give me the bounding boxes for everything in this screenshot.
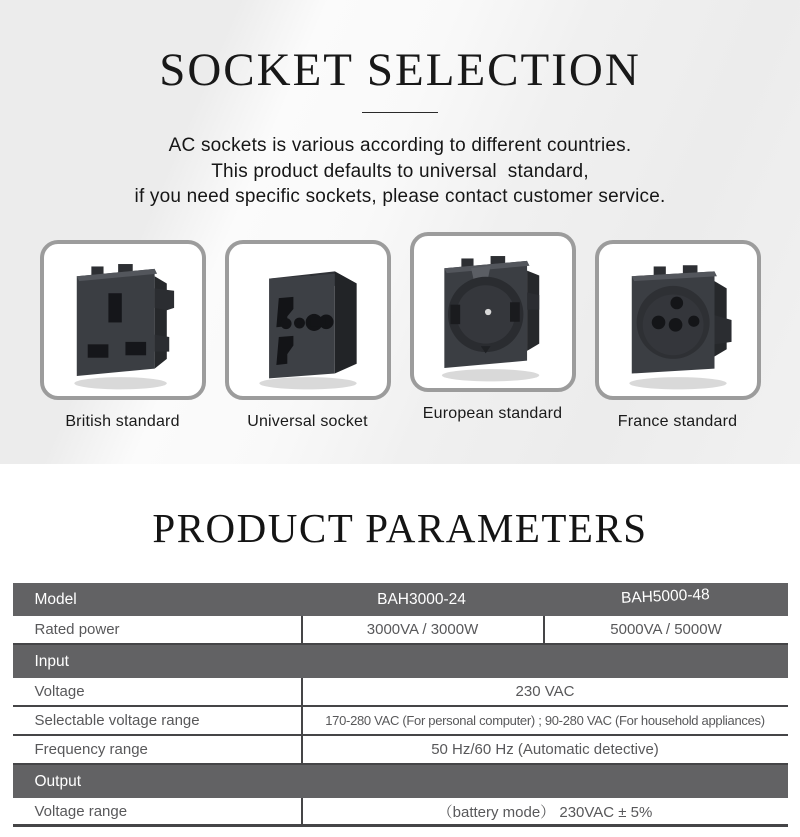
- header-model: Model: [34, 590, 77, 608]
- socket-label-france: France standard: [617, 412, 738, 430]
- spec-table: [13, 583, 788, 827]
- row-value: 170-280 VAC (For personal computer) ; 90-280 VAC (For household appliances): [301, 707, 788, 734]
- socket-card-universal: [225, 240, 391, 431]
- socket-label-british: British standard: [65, 412, 180, 430]
- socket-label-european: European standard: [422, 404, 563, 422]
- socket-label-universal: Universal socket: [247, 412, 368, 430]
- row-value: （battery mode） 230VAC ± 5%: [301, 798, 788, 824]
- description-line: if you need specific sockets, please contact customer service.: [134, 186, 666, 208]
- table-section-input: [13, 645, 788, 678]
- european-socket-image-frame: [410, 232, 576, 392]
- parameters-title: PRODUCT PARAMETERS: [152, 505, 648, 551]
- socket-card-france: [595, 240, 761, 431]
- row-value-1: 3000VA / 3000W: [301, 616, 543, 643]
- header-model-bah5000: BAH5000-48: [620, 585, 710, 607]
- section-title: SOCKET SELECTION: [159, 44, 641, 96]
- socket-cards-row: [0, 240, 800, 431]
- row-label: Selectable voltage range: [34, 712, 200, 729]
- france-socket-image-frame: [595, 240, 761, 400]
- row-value: 50 Hz/60 Hz (Automatic detective): [301, 736, 788, 763]
- table-row-selectable-voltage-range: [13, 707, 788, 736]
- title-underline: [362, 112, 438, 113]
- header-model-bah3000: BAH3000-24: [377, 590, 466, 608]
- row-value: 230 VAC: [301, 678, 788, 705]
- table-row-frequency-range: [13, 736, 788, 765]
- british-socket-image-frame: [40, 240, 206, 400]
- socket-card-european: [410, 232, 576, 423]
- european-socket-image: [418, 239, 568, 385]
- british-socket-image: [48, 247, 198, 393]
- row-label: Rated power: [34, 621, 120, 638]
- table-row-voltage: [13, 678, 788, 707]
- description-line: AC sockets is various according to different countries.: [168, 135, 632, 157]
- product-parameters-section: [0, 464, 800, 827]
- table-row-rated-power: [13, 616, 788, 645]
- section-description: [0, 133, 800, 209]
- universal-socket-image: [233, 247, 383, 393]
- socket-card-british: [40, 240, 206, 431]
- row-label: Voltage range: [34, 802, 128, 820]
- universal-socket-image-frame: [225, 240, 391, 400]
- row-label: Voltage: [34, 683, 85, 700]
- france-socket-image: [603, 247, 753, 393]
- table-row-voltage-range: [13, 798, 788, 827]
- section-label: Input: [34, 652, 69, 670]
- description-line: This product defaults to universal standard,: [211, 160, 589, 182]
- section-label: Output: [34, 772, 82, 790]
- table-section-output: [13, 765, 788, 798]
- row-label: Frequency range: [34, 741, 148, 758]
- row-value-2: 5000VA / 5000W: [543, 616, 788, 643]
- table-header-row: [13, 583, 788, 616]
